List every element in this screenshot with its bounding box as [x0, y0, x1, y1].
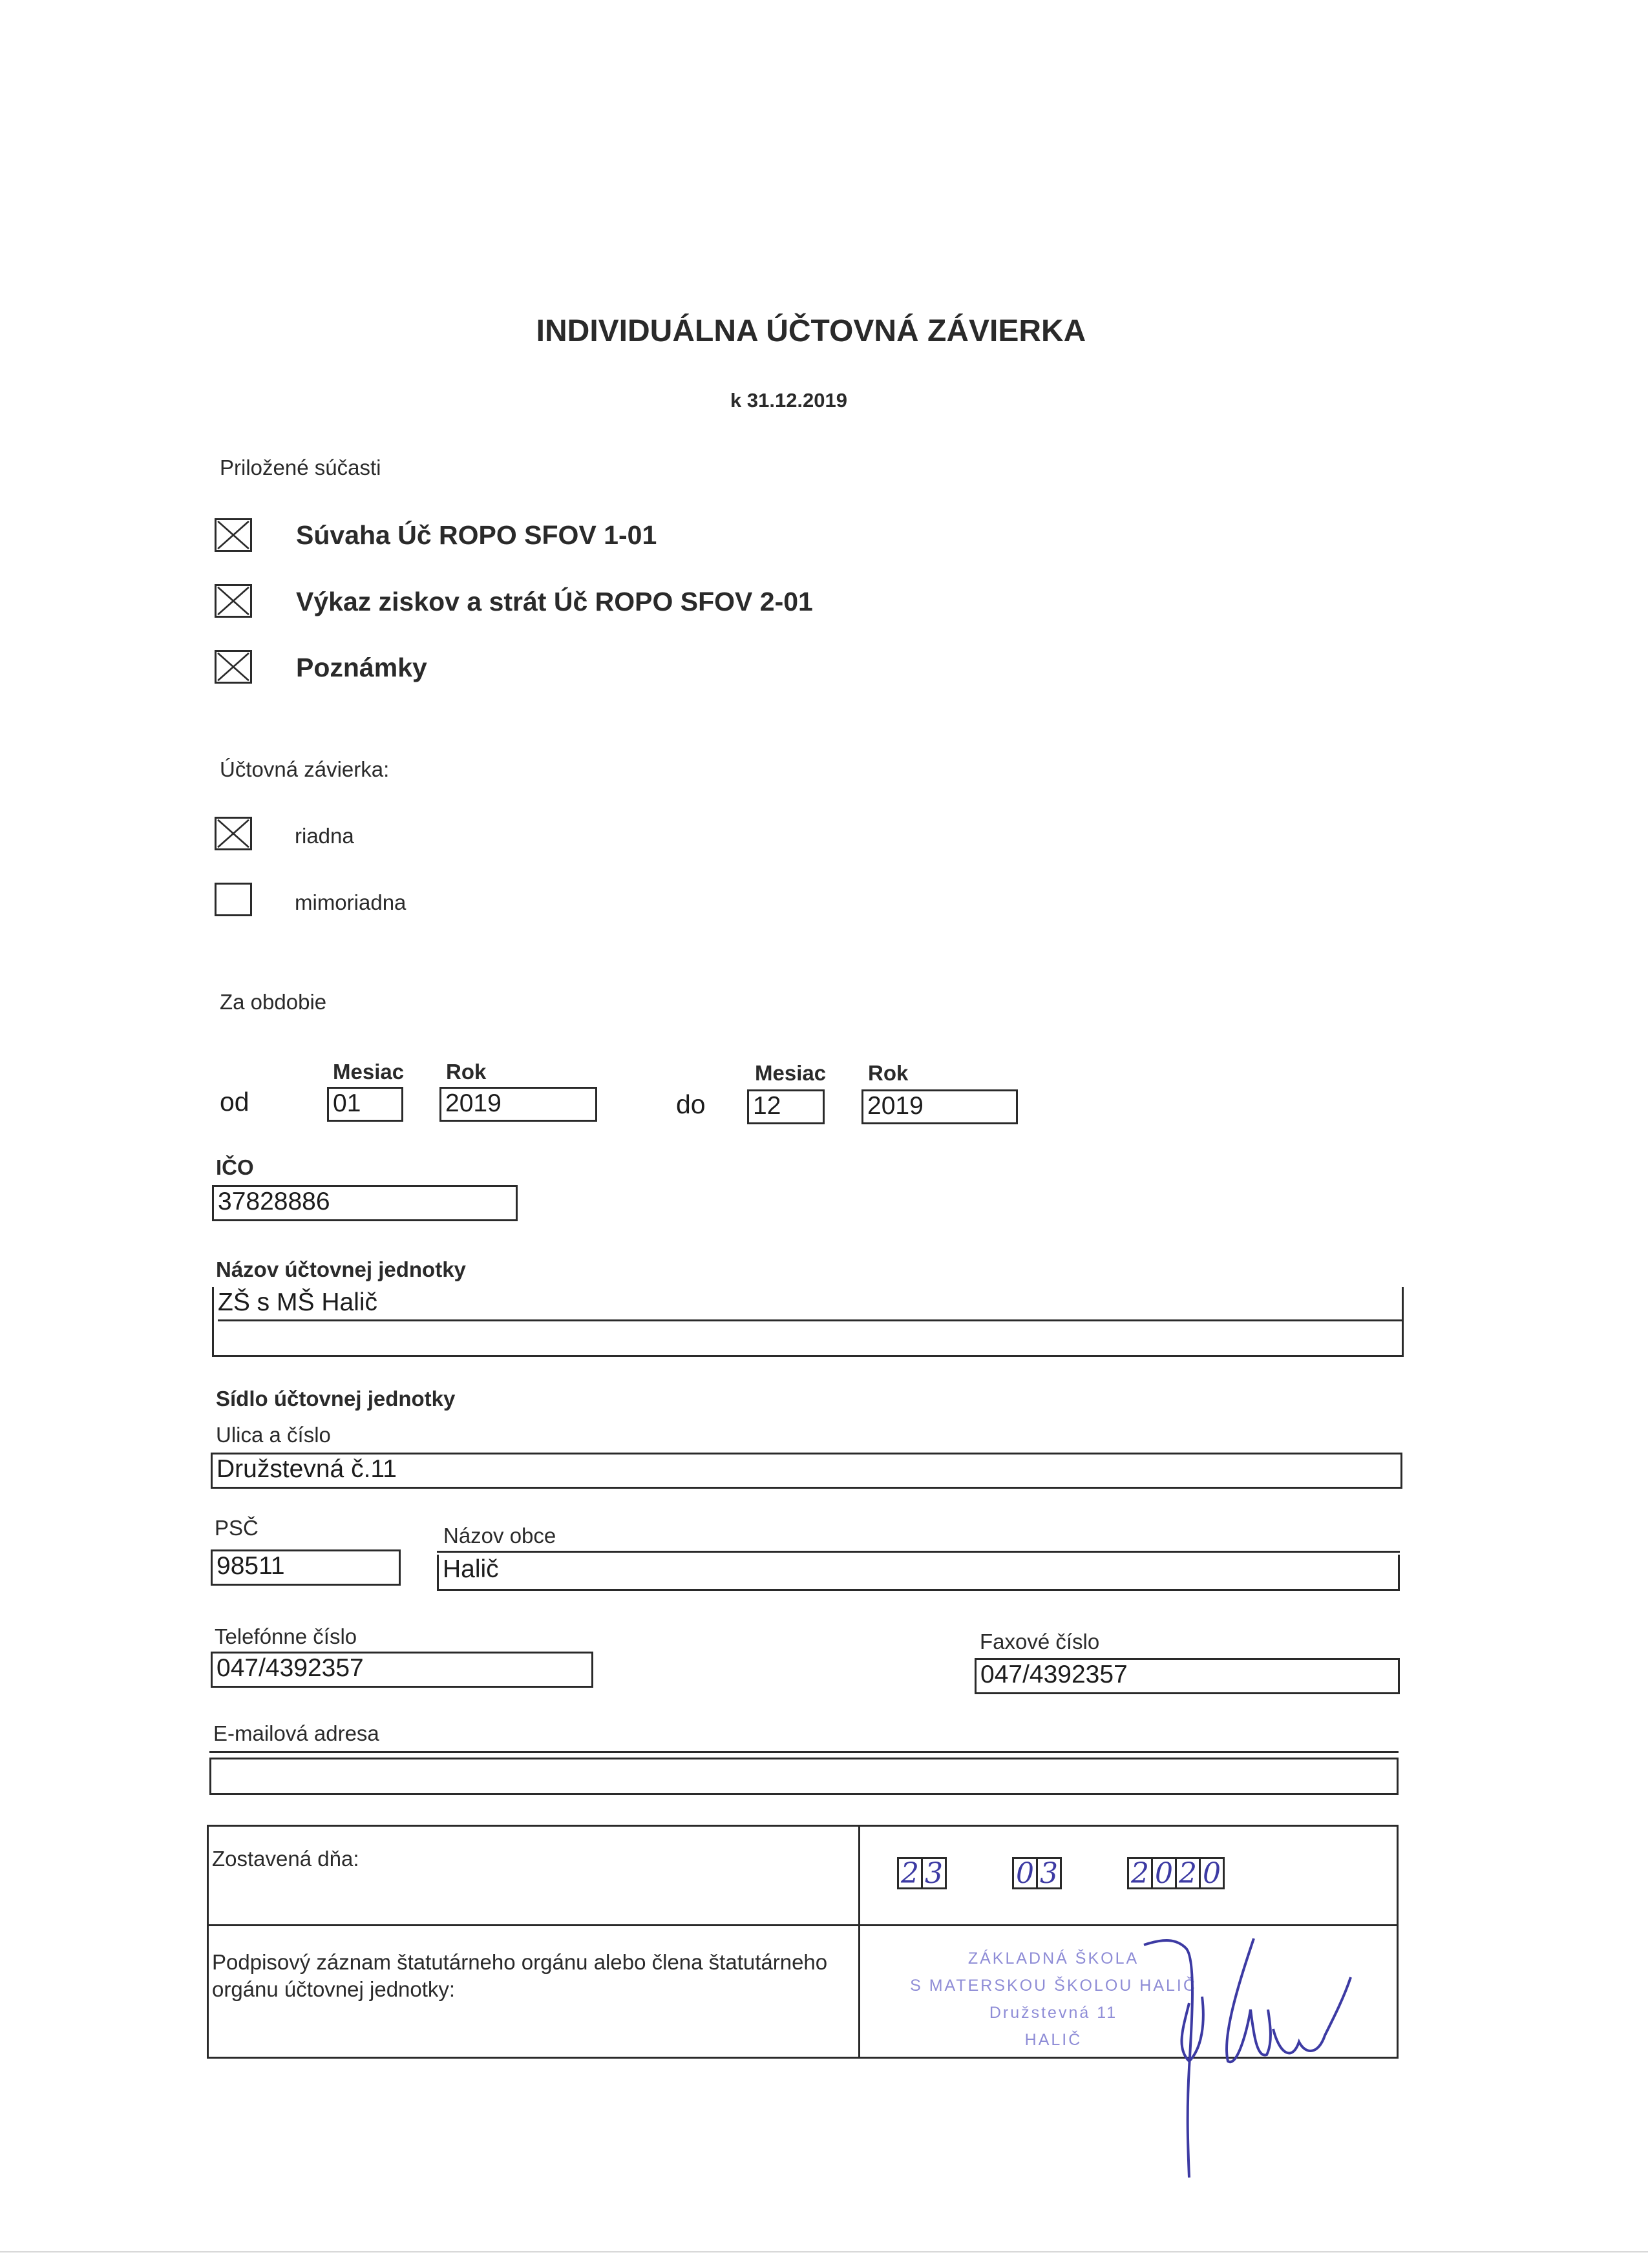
from-year-field[interactable]: 2019 — [439, 1087, 597, 1122]
from-month-label: Mesiac — [333, 1060, 405, 1084]
checked-x-icon — [217, 520, 250, 550]
period-heading: Za obdobie — [220, 990, 327, 1014]
entity-name-line-2 — [218, 1321, 1402, 1355]
compiled-year-digit-1[interactable]: 2 — [1127, 1857, 1153, 1889]
compiled-day-digit-2[interactable]: 3 — [921, 1857, 947, 1889]
handwritten-signature — [1125, 1900, 1370, 2184]
checked-x-icon — [217, 652, 250, 682]
ico-label: IČO — [216, 1155, 254, 1179]
ico-field[interactable]: 37828886 — [212, 1185, 518, 1221]
to-month-field[interactable]: 12 — [747, 1089, 825, 1124]
closing-heading: Účtovná závierka: — [220, 757, 390, 781]
compiled-label: Zostavená dňa: — [212, 1847, 359, 1871]
stamp-line-3: Družstevná 11 — [989, 2004, 1118, 2022]
signature-label-line-1: Podpisový záznam štatutárneho orgánu alebo člena štatutárneho — [212, 1950, 828, 1974]
city-field[interactable]: Halič — [437, 1555, 1400, 1591]
entity-name-field[interactable] — [212, 1287, 1404, 1357]
compiled-month-digit-1[interactable]: 0 — [1012, 1857, 1038, 1889]
psc-label: PSČ — [215, 1516, 259, 1540]
attachments-heading: Priložené súčasti — [220, 456, 381, 479]
closing-checkbox-riadna[interactable] — [215, 817, 252, 850]
to-label: do — [676, 1089, 706, 1119]
attachment-checkbox-poznamky[interactable] — [215, 650, 252, 684]
from-month-field[interactable]: 01 — [327, 1087, 403, 1122]
document-title: INDIVIDUÁLNA ÚČTOVNÁ ZÁVIERKA — [536, 314, 1086, 348]
from-label: od — [220, 1087, 249, 1117]
stamp-line-4: HALIČ — [1024, 2031, 1083, 2049]
to-year-field[interactable]: 2019 — [861, 1089, 1018, 1124]
street-label: Ulica a číslo — [216, 1423, 331, 1447]
from-year-label: Rok — [446, 1060, 487, 1084]
closing-label-riadna: riadna — [295, 824, 354, 848]
stamp-line-2: S MATERSKOU ŠKOLOU HALIČ — [910, 1977, 1197, 1995]
street-field[interactable]: Družstevná č.11 — [211, 1453, 1402, 1489]
city-top-line — [437, 1551, 1400, 1553]
email-field[interactable] — [209, 1758, 1399, 1795]
compiled-year-digit-3[interactable]: 2 — [1175, 1857, 1201, 1889]
compiled-year-digit-2[interactable]: 0 — [1151, 1857, 1177, 1889]
address-heading: Sídlo účtovnej jednotky — [216, 1387, 456, 1411]
signature-label — [212, 1949, 852, 2003]
attachment-label-poznamky: Poznámky — [296, 653, 427, 682]
phone-field[interactable]: 047/4392357 — [211, 1652, 593, 1688]
attachment-label-vykaz: Výkaz ziskov a strát Úč ROPO SFOV 2-01 — [296, 587, 813, 616]
phone-label: Telefónne číslo — [215, 1624, 357, 1648]
email-top-line — [209, 1751, 1399, 1753]
closing-label-mimoriadna: mimoriadna — [295, 890, 407, 914]
to-month-label: Mesiac — [755, 1061, 827, 1085]
email-label: E-mailová adresa — [213, 1721, 379, 1745]
closing-checkbox-mimoriadna[interactable] — [215, 883, 252, 916]
city-label: Názov obce — [443, 1524, 556, 1548]
attachment-checkbox-vykaz[interactable] — [215, 584, 252, 618]
fax-field[interactable]: 047/4392357 — [975, 1658, 1400, 1694]
checked-x-icon — [217, 586, 250, 616]
signature-label-line-2: orgánu účtovnej jednotky: — [212, 1977, 456, 2001]
compiled-day-digit-1[interactable]: 2 — [897, 1857, 923, 1889]
entity-name-label: Názov účtovnej jednotky — [216, 1257, 466, 1281]
stamp-line-1: ZÁKLADNÁ ŠKOLA — [967, 1949, 1139, 1968]
fax-label: Faxové číslo — [980, 1630, 1100, 1654]
attachment-checkbox-suvaha[interactable] — [215, 518, 252, 552]
to-year-label: Rok — [868, 1061, 909, 1085]
document-date: k 31.12.2019 — [730, 389, 848, 412]
psc-field[interactable]: 98511 — [211, 1549, 401, 1586]
attachment-label-suvaha: Súvaha Úč ROPO SFOV 1-01 — [296, 520, 657, 550]
checked-x-icon — [217, 819, 250, 848]
entity-name-line-1: ZŠ s MŠ Halič — [218, 1287, 1402, 1321]
compiled-year-digit-4[interactable]: 0 — [1199, 1857, 1225, 1889]
compiled-month-digit-2[interactable]: 3 — [1036, 1857, 1062, 1889]
signature-table-divider — [858, 1825, 860, 2059]
scan-edge-line — [0, 2251, 1648, 2252]
